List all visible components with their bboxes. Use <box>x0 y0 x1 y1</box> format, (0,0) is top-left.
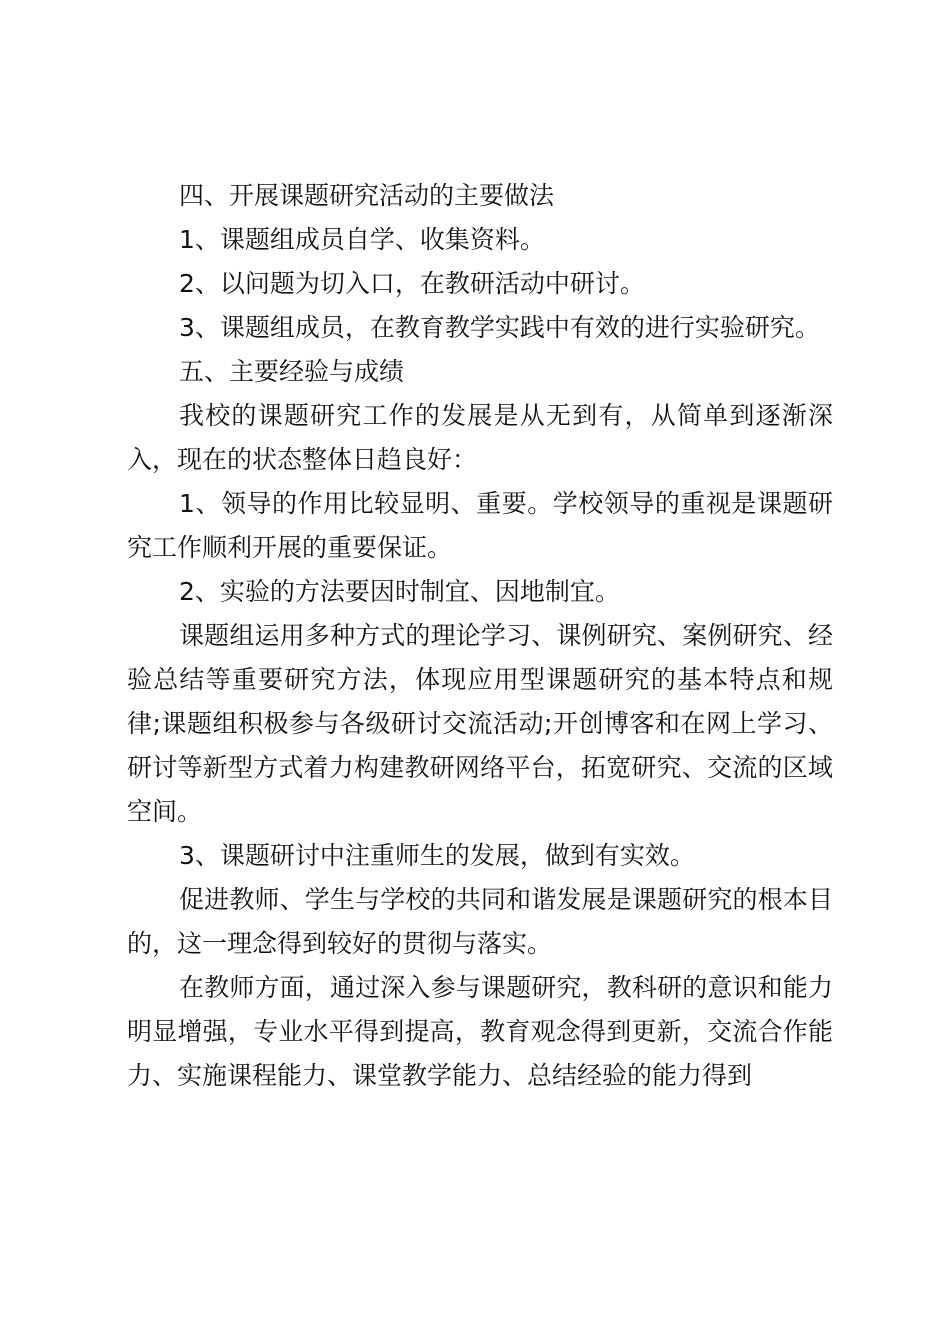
paragraph-goal: 促进教师、学生与学校的共同和谐发展是课题研究的根本目的，这一理念得到较好的贯彻与落实。 <box>127 885 833 958</box>
section-heading-5: 五、主要经验与成绩 <box>179 357 405 386</box>
paragraph-intro: 我校的课题研究工作的发展是从无到有，从简单到逐渐深入，现在的状态整体日趋良好： <box>127 401 833 474</box>
paragraph-item-3: 3、课题组成员，在教育教学实践中有效的进行实验研究。 <box>179 313 820 342</box>
document-body <box>127 174 833 1098</box>
paragraph-research-approach: 课题组运用多种方式的理论学习、课例研究、案例研究、经验总结等重要研究方法，体现应用型课题研究的基本特点和规律;课题组积极参与各级研讨交流活动;开创博客和在网上学习、研讨等新型方式着力构建教研网络平台，拓宽研究、交流的区域空间。 <box>127 621 833 826</box>
paragraph-teachers: 在教师方面，通过深入参与课题研究，教科研的意识和能力明显增强，专业水平得到提高，教育观念得到更新，交流合作能力、实施课程能力、课堂教学能力、总结经验的能力得到 <box>127 973 833 1090</box>
paragraph-item-2: 2、以问题为切入口，在教研活动中研讨。 <box>179 269 645 298</box>
paragraph-development: 3、课题研讨中注重师生的发展，做到有实效。 <box>179 841 695 870</box>
paragraph-leadership: 1、领导的作用比较显明、重要。学校领导的重视是课题研究工作顺利开展的重要保证。 <box>127 489 833 562</box>
section-heading-4: 四、开展课题研究活动的主要做法 <box>179 181 555 210</box>
paragraph-item-1: 1、课题组成员自学、收集资料。 <box>179 225 545 254</box>
paragraph-methods: 2、实验的方法要因时制宜、因地制宜。 <box>179 577 620 606</box>
